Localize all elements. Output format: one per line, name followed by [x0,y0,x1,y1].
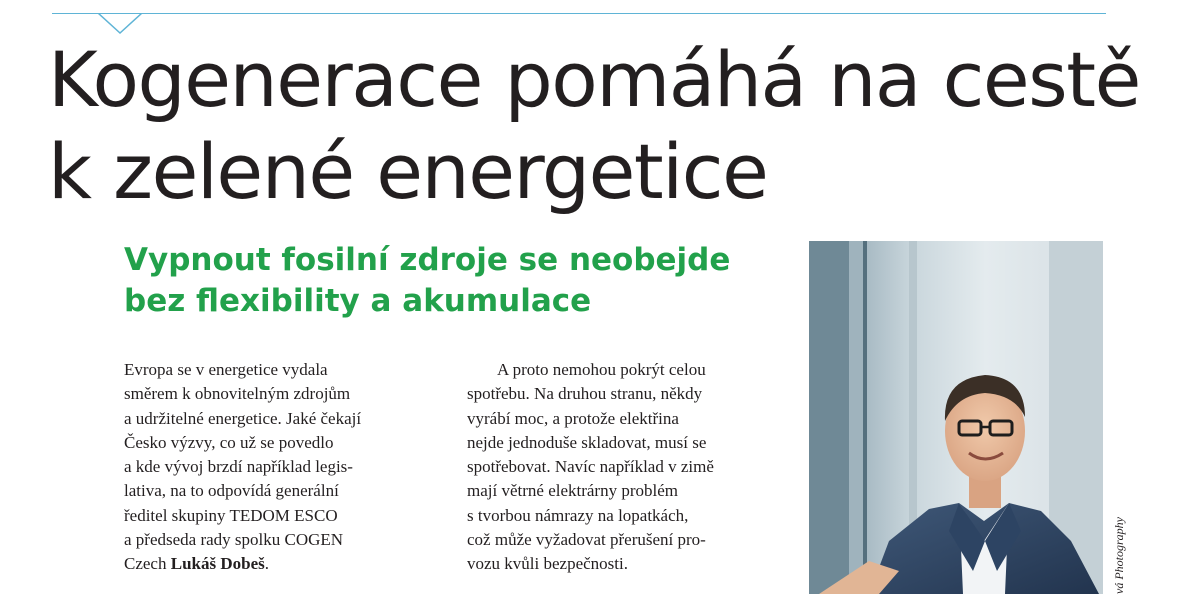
headline-line-1: Kogenerace pomáhá na cestě [48,35,1140,124]
body-line: A proto nemohou pokrýt celou [497,360,706,379]
intro-line: a kde vývoj brzdí například legis- [124,457,353,477]
body-column [467,358,714,577]
body-line: vozu kvůli bezpečnosti. [467,554,628,574]
body-line: mají větrné elektrárny problém [467,481,678,501]
intro-prefix: Czech [124,554,171,574]
headline-line-2: k zelené energetice [48,127,768,216]
photo-credit: vá Photography [1112,517,1126,594]
intro-line-last [124,552,361,576]
article-headline [48,34,1140,218]
intro-line: Česko výzvy, co už se povedlo [124,432,334,452]
intro-line: Evropa se v energetice vydala [124,360,328,379]
section-notch [98,13,142,35]
body-line: spotřebovat. Navíc například v zimě [467,457,714,477]
body-line: nejde jednoduše skladovat, musí se [467,432,707,452]
intro-suffix: . [264,554,269,574]
author-name: Lukáš Dobeš [170,554,265,574]
portrait-illustration [809,241,1103,594]
intro-column [124,358,361,577]
intro-line: a předseda rady spolku COGEN [124,530,344,550]
body-line: spotřebu. Na druhou stranu, někdy [467,384,703,404]
portrait-photo [809,241,1103,594]
article-subheadline [124,240,730,322]
body-line: vyrábí moc, a protože elektřina [467,408,679,428]
subheadline-line-2: bez flexibility a akumulace [124,283,592,319]
body-line: s tvorbou námrazy na lopatkách, [467,505,689,525]
subheadline-line-1: Vypnout fosilní zdroje se neobejde [124,242,731,278]
body-line: což může vyžadovat přerušení pro- [467,530,706,550]
intro-line: lativa, na to odpovídá generální [124,481,339,501]
intro-line: a udržitelné energetice. Jaké čekají [124,408,362,428]
top-rule [52,13,1106,14]
intro-line: ředitel skupiny TEDOM ESCO [124,505,338,525]
intro-line: směrem k obnovitelným zdrojům [124,384,351,404]
